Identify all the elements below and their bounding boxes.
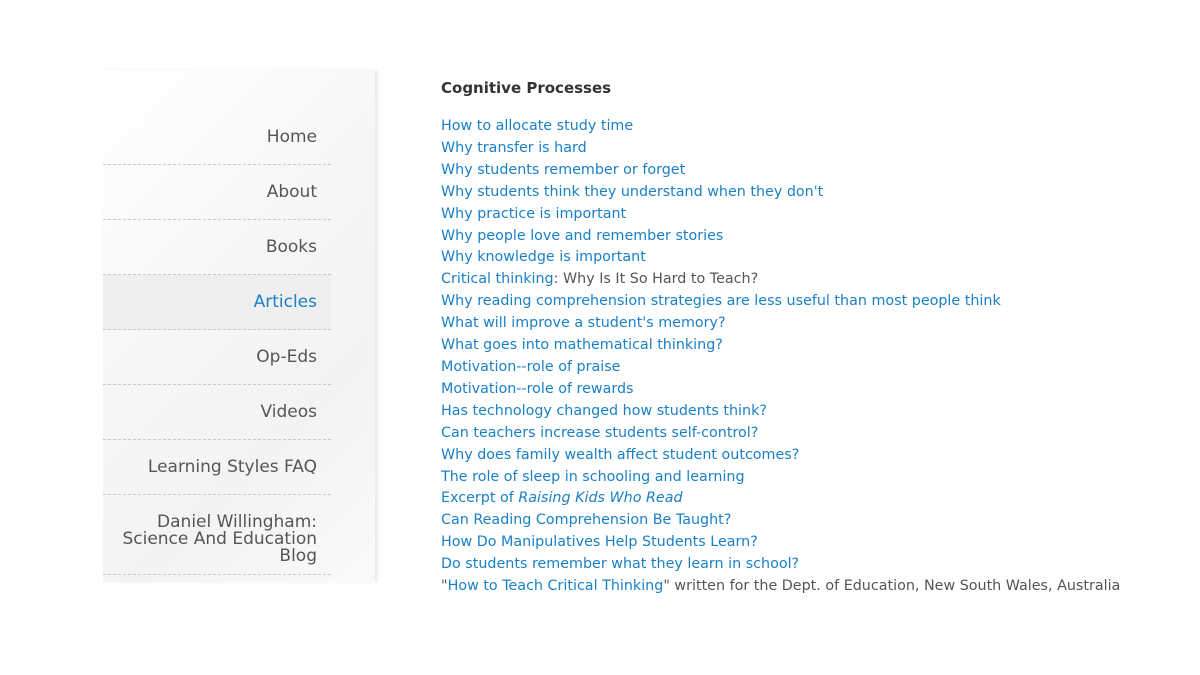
article-list [441,116,1181,598]
list-item [441,423,1181,445]
article-link[interactable]: Motivation--role of praise [441,358,621,375]
nav-item-blog[interactable] [103,495,331,575]
list-item [441,532,1181,554]
article-link[interactable]: How to Teach Critical Thinking [447,578,664,595]
list-item [441,291,1181,313]
list-item [441,379,1181,401]
list-item [441,335,1181,357]
nav-item-books[interactable] [103,220,331,275]
article-link[interactable]: Do students remember what they learn in school? [441,556,800,573]
article-link[interactable]: Critical thinking [441,271,554,288]
article-link[interactable]: Why students think they understand when they don't [441,183,824,200]
article-link[interactable]: Why students remember or forget [441,161,686,178]
nav-item-label[interactable]: Books [265,237,317,257]
list-item [441,160,1181,182]
list-item [441,138,1181,160]
nav-item-label[interactable]: Articles [253,292,317,312]
list-item [441,269,1181,291]
nav-item-home[interactable] [103,110,331,165]
section-title: Cognitive Processes [441,79,612,97]
nav-item-label[interactable]: Learning Styles FAQ [147,457,317,477]
list-item [441,226,1181,248]
article-link[interactable]: Why transfer is hard [441,139,587,156]
nav-item-videos[interactable] [103,385,331,440]
list-item [441,488,1181,510]
list-item [441,182,1181,204]
nav-item-about[interactable] [103,165,331,220]
article-prefix: " [441,578,448,595]
article-link[interactable]: Why people love and remember stories [441,227,724,244]
list-item [441,357,1181,379]
nav-item-label[interactable]: Op-Eds [256,347,317,367]
nav-item-label[interactable]: Videos [260,402,317,422]
list-item [441,313,1181,335]
article-link-italic: Raising Kids Who Read [518,490,683,507]
list-item [441,116,1181,138]
article-link[interactable]: How Do Manipulatives Help Students Learn? [441,534,758,551]
article-link[interactable]: Why practice is important [441,205,627,222]
article-link[interactable]: Can teachers increase students self-control? [441,424,759,441]
main-content [441,78,1181,598]
article-link[interactable] [441,490,683,506]
nav-item-learning-styles-faq[interactable] [103,440,331,495]
article-link[interactable]: How to allocate study time [441,118,634,134]
nav-item-label[interactable]: Home [266,127,317,147]
nav-item-label[interactable]: About [266,182,317,202]
article-link[interactable]: Motivation--role of rewards [441,380,634,397]
list-item [441,247,1181,269]
article-suffix: : Why Is It So Hard to Teach? [553,271,759,288]
article-link-text: Excerpt of [441,490,519,507]
nav-blog-line-3: Blog [279,546,317,566]
list-item [441,554,1181,576]
list-item [441,467,1181,489]
article-link[interactable]: What goes into mathematical thinking? [441,337,723,354]
nav-item-op-eds[interactable] [103,330,331,385]
nav-blog-line-1: Daniel Willingham: [157,512,317,532]
article-link[interactable]: Can Reading Comprehension Be Taught? [441,512,732,529]
sidebar-nav [103,110,331,575]
article-link[interactable]: What will improve a student's memory? [441,315,726,332]
list-item [441,204,1181,226]
nav-item-label[interactable] [103,495,317,565]
article-link[interactable]: Has technology changed how students think? [441,402,767,419]
nav-blog-line-2: Science And Education [122,529,317,549]
article-link[interactable]: Why does family wealth affect student outcomes? [441,446,800,463]
list-item [441,576,1181,598]
article-link[interactable]: Why reading comprehension strategies are less useful than most people think [441,293,1001,310]
article-link[interactable]: Why knowledge is important [441,249,646,266]
article-suffix: " written for the Dept. of Education, New South Wales, Australia [663,578,1121,595]
list-item [441,445,1181,467]
nav-item-articles[interactable] [103,275,331,330]
list-item [441,510,1181,532]
article-link[interactable]: The role of sleep in schooling and learning [441,468,745,485]
list-item [441,401,1181,423]
